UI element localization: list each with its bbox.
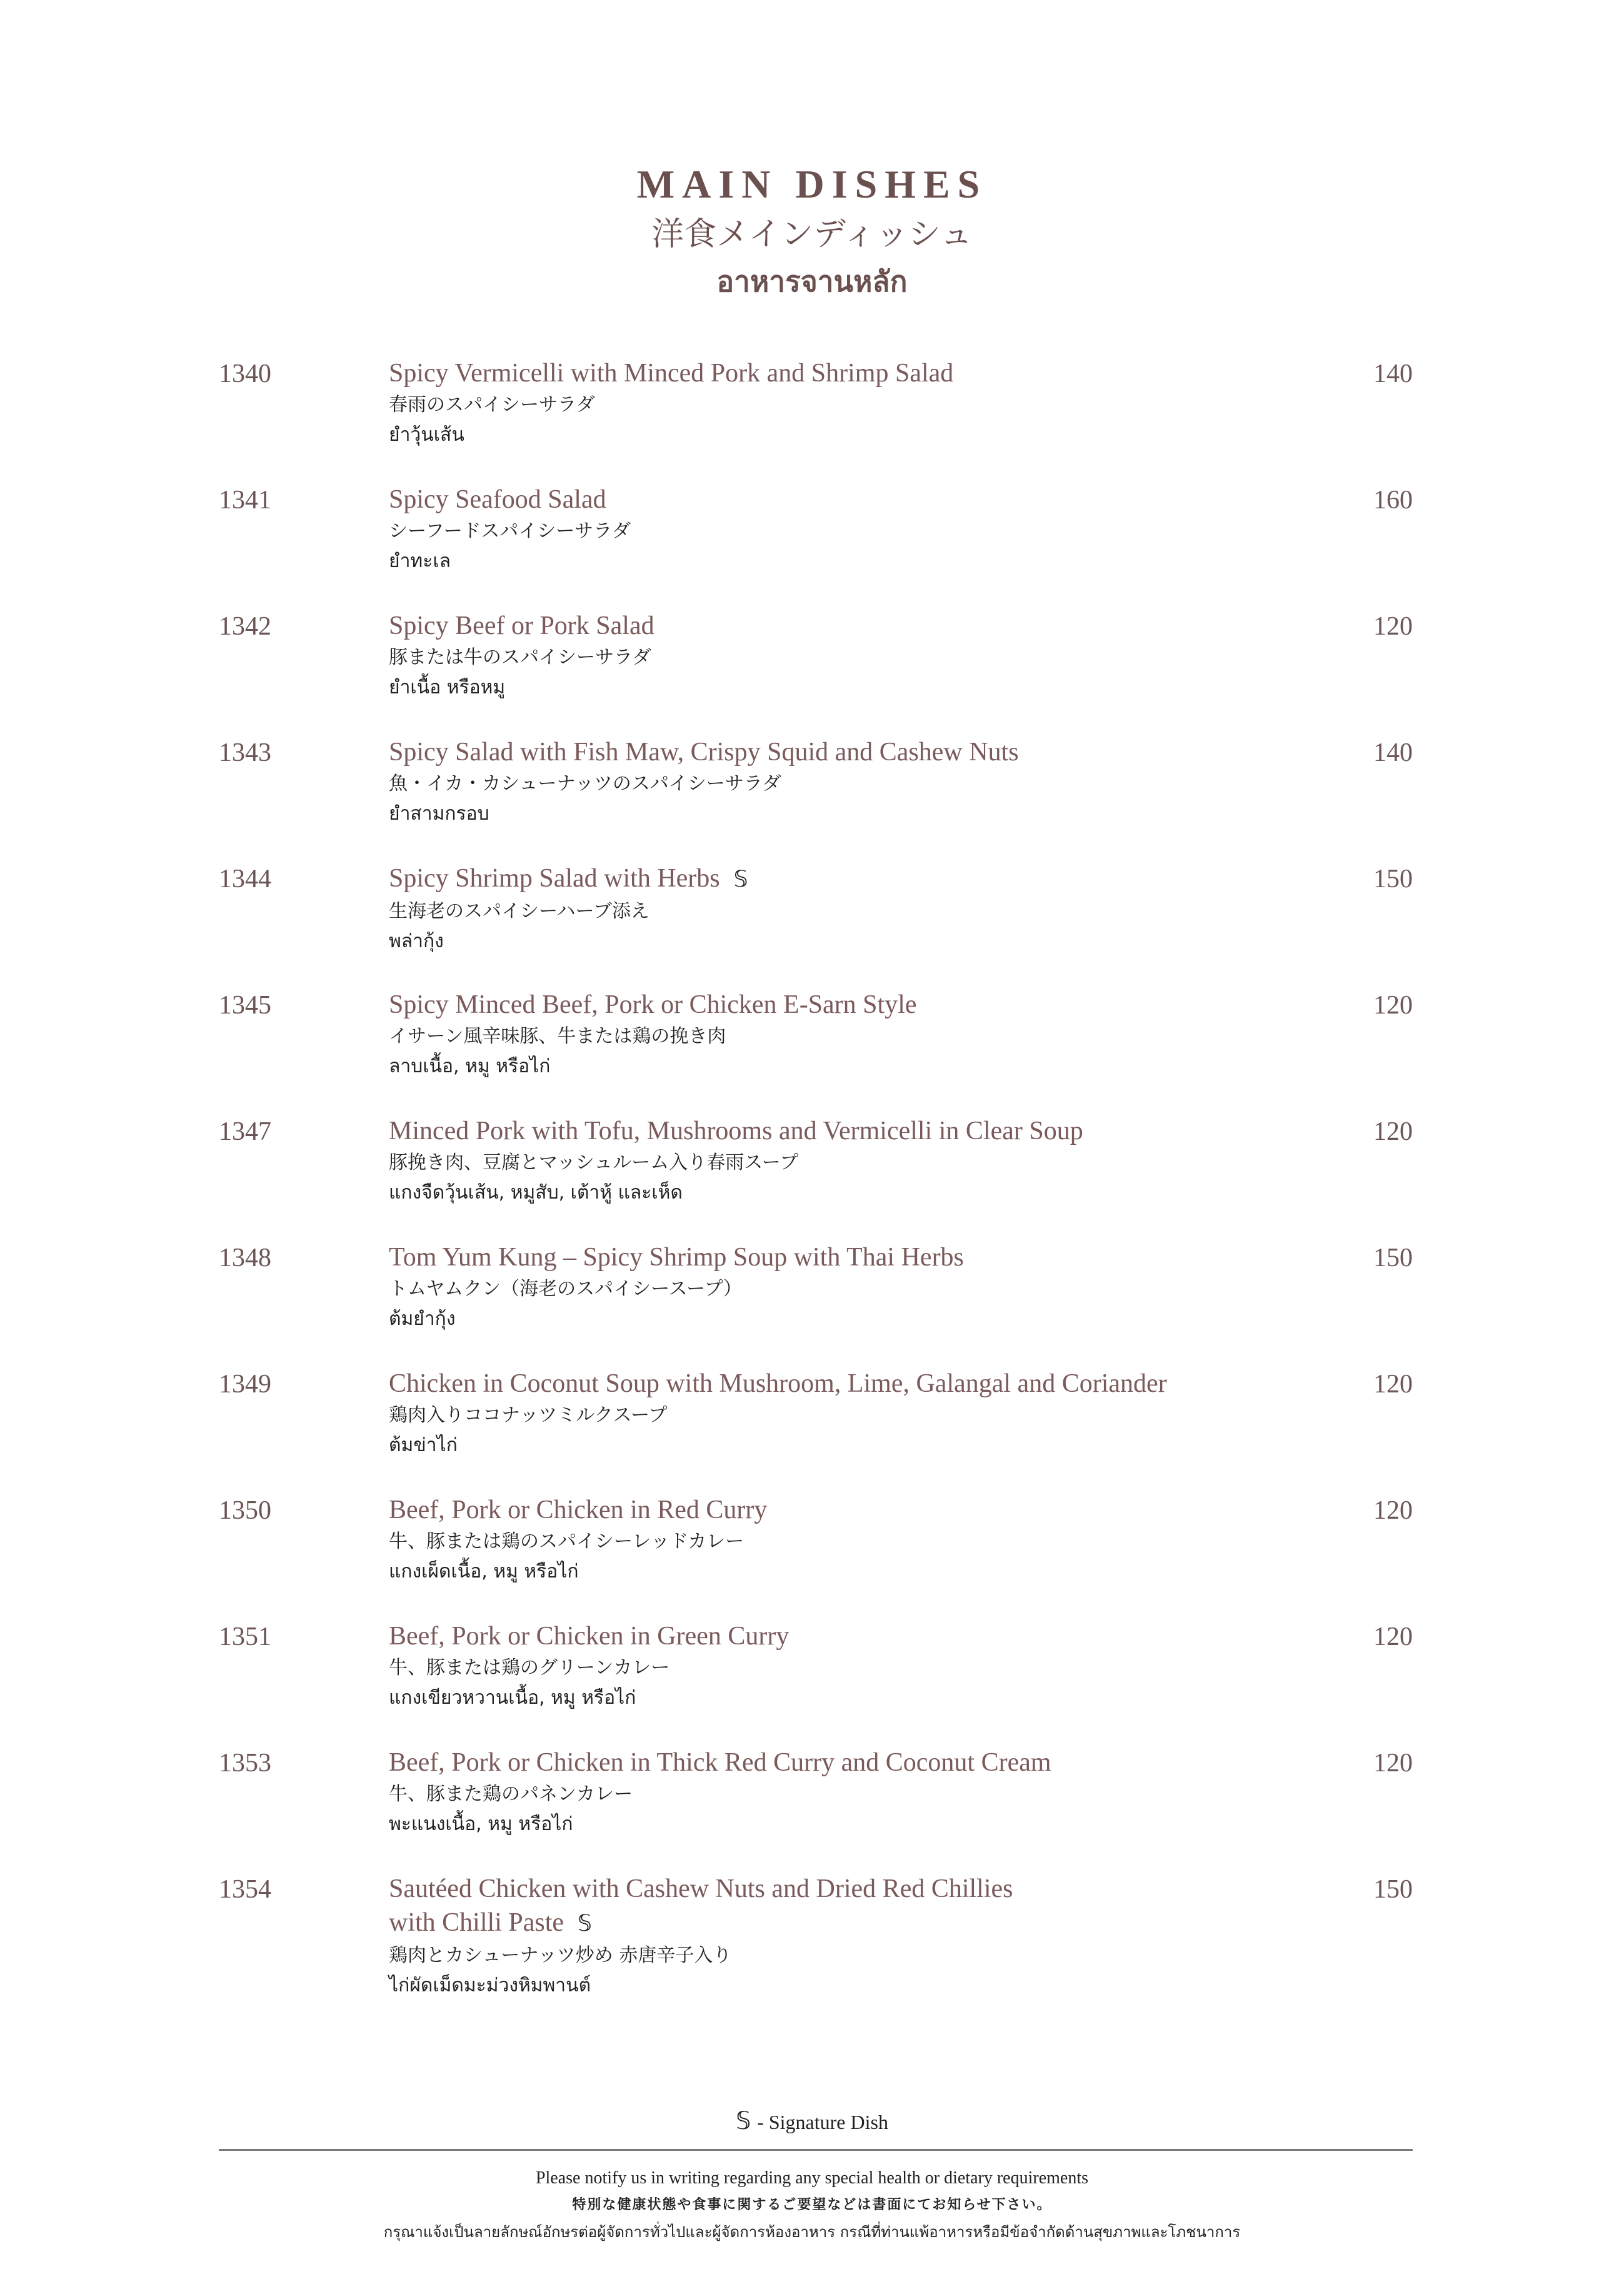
- item-name-english-text: Sautéed Chicken with Cashew Nuts and Dried Red Chillies: [389, 1874, 1013, 1903]
- signature-icon: 𝕊: [578, 1911, 592, 1936]
- item-price: 160: [1373, 486, 1413, 515]
- item-code: 1342: [219, 612, 271, 641]
- item-name-thai: ลาบเนื้อ, หมู หรือไก่: [389, 1055, 551, 1077]
- item-description: [389, 862, 1326, 957]
- item-name-english: [389, 609, 1326, 643]
- item-name-english: [389, 735, 1326, 769]
- dietary-notice: [0, 2165, 1624, 2246]
- item-name-english: [389, 1619, 1326, 1653]
- menu-item: [219, 1240, 1413, 1367]
- item-name-japanese: 牛、豚または鶏のグリーンカレー: [389, 1657, 670, 1679]
- item-name-english-line2: [389, 1906, 1326, 1941]
- item-code: 1354: [219, 1875, 271, 1904]
- item-name-english: [389, 1367, 1326, 1401]
- item-name-thai: ยำวุ้นเส้น: [389, 424, 464, 446]
- item-name-english: [389, 483, 1326, 516]
- item-name-english-text: Spicy Shrimp Salad with Herbs: [389, 864, 720, 893]
- item-name-english: [389, 988, 1326, 1022]
- item-description: [389, 1619, 1326, 1713]
- item-name-japanese: 鶏肉入りココナッツミルクスープ: [389, 1404, 668, 1426]
- item-description: [389, 1367, 1326, 1461]
- item-code: 1341: [219, 486, 271, 515]
- menu-item: [219, 735, 1413, 862]
- item-code: 1348: [219, 1244, 271, 1272]
- item-name-japanese: 生海老のスパイシーハーブ添え: [389, 900, 649, 922]
- item-name-thai: แกงเขียวหวานเนื้อ, หมู หรือไก่: [389, 1687, 636, 1709]
- item-name-english-text: Minced Pork with Tofu, Mushrooms and Vermicelli in Clear Soup: [389, 1117, 1083, 1145]
- item-name-japanese: 豚挽き肉、豆腐とマッシュルーム入り春雨スープ: [389, 1152, 799, 1174]
- item-name-english: [389, 356, 1326, 390]
- signature-legend: [0, 2107, 1624, 2135]
- notice-japanese: 特別な健康状態や食事に関するご要望などは書面にてお知らせ下さい。: [572, 2197, 1052, 2213]
- item-price: 120: [1373, 1117, 1413, 1146]
- page-title-thai: อาหารจานหลัก: [716, 264, 908, 298]
- item-name-english-text: Spicy Vermicelli with Minced Pork and Shrimp Salad: [389, 359, 954, 388]
- item-code: 1340: [219, 360, 271, 388]
- item-name-english: [389, 1240, 1326, 1274]
- menu-item: [219, 356, 1413, 483]
- item-name-english-text: Tom Yum Kung – Spicy Shrimp Soup with Thai Herbs: [389, 1243, 964, 1272]
- item-name-japanese: 牛、豚または鶏のスパイシーレッドカレー: [389, 1531, 744, 1552]
- page-title: MAIN DISHES: [636, 162, 988, 206]
- item-description: [389, 1746, 1326, 1839]
- legend-text: - Signature Dish: [757, 2111, 888, 2133]
- menu-item: [219, 483, 1413, 609]
- item-price: 120: [1373, 1370, 1413, 1399]
- item-name-english-text: Beef, Pork or Chicken in Thick Red Curry and Coconut Cream: [389, 1748, 1051, 1777]
- menu-item: [219, 1493, 1413, 1619]
- item-name-japanese: イサーン風辛味豚、牛または鶏の挽き肉: [389, 1025, 726, 1047]
- menu-list: [219, 356, 1413, 2035]
- item-name-english-text: Beef, Pork or Chicken in Red Curry: [389, 1496, 768, 1524]
- item-price: 120: [1373, 1749, 1413, 1778]
- item-price: 150: [1373, 865, 1413, 893]
- item-name-english-text: Spicy Beef or Pork Salad: [389, 611, 654, 640]
- item-name-japanese: 春雨のスパイシーサラダ: [389, 394, 595, 416]
- item-price: 120: [1373, 612, 1413, 641]
- item-code: 1344: [219, 865, 271, 893]
- item-name-japanese: 豚または牛のスパイシーサラダ: [389, 646, 651, 668]
- item-name-japanese: トムヤムクン（海老のスパイシースープ）: [389, 1278, 742, 1300]
- item-name-thai: ต้มยำกุ้ง: [389, 1308, 456, 1330]
- item-name-english-text: Beef, Pork or Chicken in Green Curry: [389, 1622, 789, 1651]
- menu-item: [219, 1746, 1413, 1872]
- item-code: 1351: [219, 1622, 271, 1651]
- footer-divider: [219, 2149, 1413, 2151]
- item-name-thai: ยำเนื้อ หรือหมู: [389, 677, 506, 698]
- item-code: 1343: [219, 738, 271, 767]
- item-description: [389, 483, 1326, 576]
- item-name-thai: พล่ากุ้ง: [389, 930, 444, 952]
- item-code: 1345: [219, 991, 271, 1020]
- item-price: 140: [1373, 360, 1413, 388]
- menu-header: [0, 159, 1624, 303]
- item-name-english-text: Spicy Salad with Fish Maw, Crispy Squid and Cashew Nuts: [389, 738, 1019, 767]
- item-name-thai: แกงเผ็ดเนื้อ, หมู หรือไก่: [389, 1561, 579, 1582]
- item-name-japanese: 鶏肉とカシューナッツ炒め 赤唐辛子入り: [389, 1944, 732, 1966]
- menu-item: [219, 1114, 1413, 1240]
- item-name-english: [389, 862, 1326, 897]
- signature-icon: 𝕊: [733, 867, 748, 892]
- item-name-english-line2-text: with Chilli Paste: [389, 1908, 564, 1937]
- item-description: [389, 1872, 1326, 2001]
- notice-english: Please notify us in writing regarding any special health or dietary requirements: [535, 2168, 1089, 2188]
- item-name-english: [389, 1114, 1326, 1148]
- item-description: [389, 1240, 1326, 1334]
- menu-item: [219, 862, 1413, 988]
- item-price: 140: [1373, 738, 1413, 767]
- item-name-thai: พะแนงเนื้อ, หมู หรือไก่: [389, 1813, 573, 1835]
- item-code: 1350: [219, 1496, 271, 1525]
- item-name-japanese: 牛、豚また鶏のパネンカレー: [389, 1783, 633, 1805]
- item-description: [389, 1114, 1326, 1208]
- item-price: 150: [1373, 1875, 1413, 1904]
- item-name-thai: ไก่ผัดเม็ดมะม่วงหิมพานต์: [389, 1975, 591, 1996]
- notice-thai: กรุณาแจ้งเป็นลายลักษณ์อักษรต่อผู้จัดการทั่วไปและผู้จัดการห้องอาหาร กรณีที่ท่านแพ้อาหารหรือมีข้อจำกัดด้านสุขภาพและโภชนาการ: [383, 2223, 1241, 2241]
- item-price: 120: [1373, 991, 1413, 1020]
- item-name-japanese: 魚・イカ・カシューナッツのスパイシーサラダ: [389, 773, 781, 795]
- item-description: [389, 988, 1326, 1082]
- item-price: 150: [1373, 1244, 1413, 1272]
- item-name-english: [389, 1746, 1326, 1779]
- item-description: [389, 356, 1326, 450]
- item-price: 120: [1373, 1496, 1413, 1525]
- item-name-thai: แกงจืดวุ้นเส้น, หมูสับ, เต้าหู้ และเห็ด: [389, 1182, 683, 1204]
- item-name-english: [389, 1493, 1326, 1527]
- item-name-english: [389, 1872, 1326, 1906]
- menu-item: [219, 1619, 1413, 1746]
- item-description: [389, 609, 1326, 703]
- item-code: 1353: [219, 1749, 271, 1778]
- item-code: 1349: [219, 1370, 271, 1399]
- item-name-english-text: Spicy Minced Beef, Pork or Chicken E-Sarn Style: [389, 990, 917, 1019]
- item-description: [389, 735, 1326, 829]
- item-name-thai: ยำทะเล: [389, 550, 451, 572]
- menu-item: [219, 1367, 1413, 1493]
- menu-item: [219, 988, 1413, 1114]
- item-name-thai: ต้มข่าไก่: [389, 1434, 458, 1456]
- item-code: 1347: [219, 1117, 271, 1146]
- menu-item: [219, 609, 1413, 735]
- item-name-english-text: Chicken in Coconut Soup with Mushroom, Lime, Galangal and Coriander: [389, 1369, 1167, 1398]
- item-name-japanese: シーフードスパイシーサラダ: [389, 520, 631, 542]
- page-title-japanese: 洋食メインディッシュ: [651, 216, 973, 253]
- signature-icon: 𝕊: [736, 2107, 751, 2135]
- item-name-thai: ยำสามกรอบ: [389, 803, 489, 825]
- menu-item: [219, 1872, 1413, 2035]
- item-description: [389, 1493, 1326, 1587]
- item-price: 120: [1373, 1622, 1413, 1651]
- item-name-english-text: Spicy Seafood Salad: [389, 485, 606, 514]
